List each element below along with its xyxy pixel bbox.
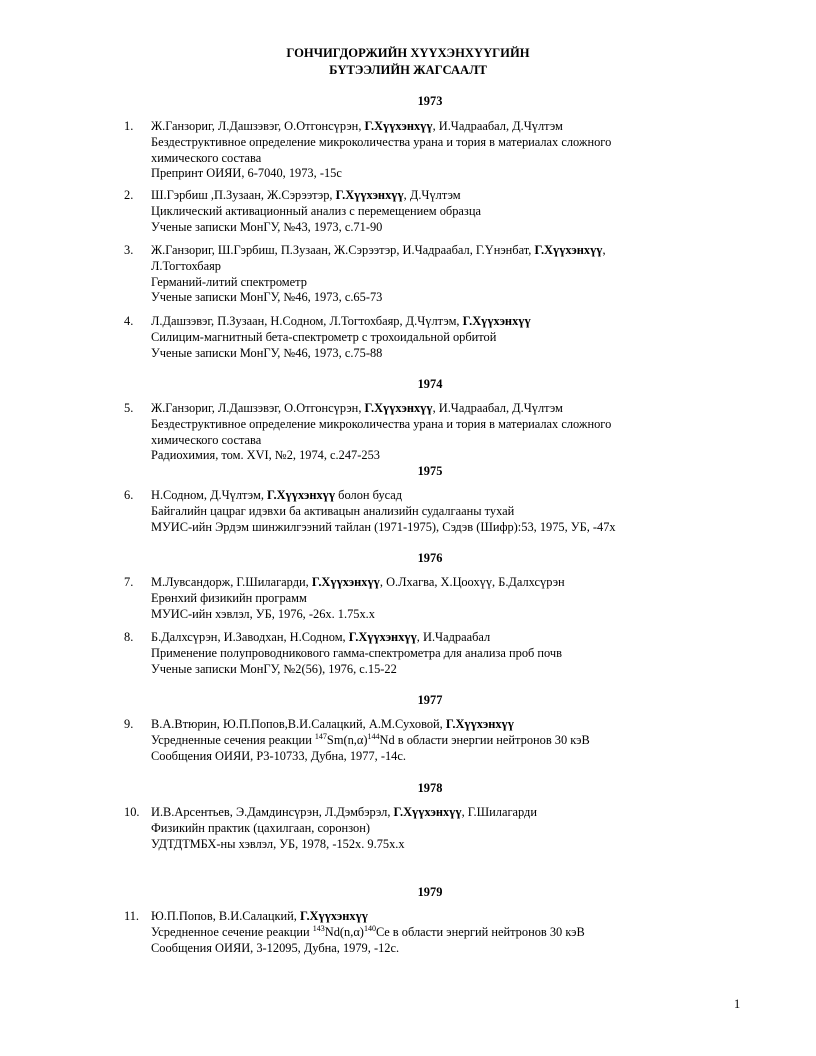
entry-source: Радиохимия, том. XVI, №2, 1974, с.247-253 [151, 448, 380, 463]
entry-source: Сообщения ОИЯИ, 3-12095, Дубна, 1979, -12с. [151, 940, 400, 955]
highlighted-author: Г.Хүүхэнхүү [364, 119, 433, 133]
entry-title: Усредненное сечение реакции $^{143}Nd(n,\alpha)^{140}Ce$ в области энергий нейтронов 30 кэВ [151, 923, 585, 939]
entry-number: 8. [124, 630, 134, 644]
entry-number: 1. [124, 119, 134, 133]
entry-title: Байгалийн цацраг идэвхи ба активацын анализийн судалгааны тухай [151, 503, 515, 518]
entry-authors: Н.Содном, Д.Чүлтэм, Г.Хүүхэнхүү болон бусад [151, 488, 403, 502]
entry-authors: И.В.Арсентьев, Э.Дамдинсүрэн, Л.Дэмбэрэл, Г.Хүүхэнхүү, Г.Шилагарди [151, 805, 537, 819]
entry-source: Ученые записки МонГУ, №46, 1973, с.75-88 [151, 345, 383, 360]
entry-authors: Ж.Ганзориг, Л.Дашзэвэг, О.Отгонсүрэн, Г.Хүүхэнхүү, И.Чадраабал, Д.Чүлтэм [151, 119, 563, 133]
entry-number: 7. [124, 575, 134, 589]
entry-title: Применение полупроводникового гамма-спектрометра для анализа проб почв [151, 645, 563, 660]
year-heading-1976: 1976 [417, 551, 443, 565]
entry-title: Бездеструктивное определение микроколичества урана и тория в материалах сложного [151, 134, 612, 149]
entry-title: Силицим-магнитный бета-спектрометр с трохоидальной орбитой [151, 329, 497, 344]
year-heading-1974: 1974 [417, 377, 443, 391]
isotope-mass-superscript: 147 [314, 731, 327, 741]
page-number: 1 [734, 997, 741, 1011]
highlighted-author: Г.Хүүхэнхүү [393, 805, 462, 819]
entry-authors: Б.Далхсүрэн, И.Заводхан, Н.Содном, Г.Хүүхэнхүү, И.Чадраабал [151, 630, 491, 644]
entry-authors: Ж.Ганзориг, Л.Дашзэвэг, О.Отгонсүрэн, Г.Хүүхэнхүү, И.Чадраабал, Д.Чүлтэм [151, 401, 563, 415]
title-line-2: БҮТЭЭЛИЙН ЖАГСААЛТ [329, 63, 487, 77]
entry-number: 10. [124, 805, 140, 819]
year-heading-1977: 1977 [417, 693, 443, 707]
year-heading-1973: 1973 [417, 94, 443, 108]
entry-source: Сообщения ОИЯИ, Р3-10733, Дубна, 1977, -14с. [151, 748, 406, 763]
entry-source: Ученые записки МонГУ, №43, 1973, с.71-90 [151, 219, 383, 234]
title-line-1: ГОНЧИГДОРЖИЙН ХҮҮХЭНХҮҮГИЙН [286, 46, 530, 60]
entry-authors: Л.Дашзэвэг, П.Зузаан, Н.Содном, Л.Тогтохбаяр, Д.Чүлтэм, Г.Хүүхэнхүү [151, 314, 531, 328]
highlighted-author: Г.Хүүхэнхүү [335, 188, 404, 202]
entry-title-cont: химического состава [151, 150, 262, 165]
entry-title: Бездеструктивное определение микроколичества урана и тория в материалах сложного [151, 416, 612, 431]
entry-title: Физикийн практик (цахилгаан, соронзон) [151, 820, 370, 835]
entry-number: 4. [124, 314, 134, 328]
entry-title: Циклический активационный анализ с перемещением образца [151, 203, 481, 218]
highlighted-author: Г.Хүүхэнхүү [299, 909, 369, 923]
isotope-mass-superscript: 143 [312, 923, 325, 933]
entry-authors: Ю.П.Попов, В.И.Салацкий, Г.Хүүхэнхүү [151, 909, 369, 923]
highlighted-author: Г.Хүүхэнхүү [364, 401, 433, 415]
year-heading-1979: 1979 [417, 885, 443, 899]
entry-source: УДТДТМБХ-ны хэвлэл, УБ, 1978, -152х. 9.75х.х [151, 836, 405, 851]
entry-number: 5. [124, 401, 134, 415]
entry-number: 6. [124, 488, 134, 502]
page-title [0, 45, 816, 79]
entry-number: 9. [124, 717, 134, 731]
highlighted-author: Г.Хүүхэнхүү [348, 630, 417, 644]
entry-title: Усредненные сечения реакции $^{147}Sm(n,\alpha)^{144}Nd$ в области энергии нейтронов 30 кэВ [151, 731, 590, 747]
entry-source: Ученые записки МонГУ, №2(56), 1976, с.15-22 [151, 661, 397, 676]
entry-authors: Ш.Гэрбиш ,П.Зузаан, Ж.Сэрээтэр, Г.Хүүхэнхүү, Д.Чүлтэм [151, 188, 461, 202]
highlighted-author: Г.Хүүхэнхүү [445, 717, 514, 731]
isotope-mass-superscript: 140 [363, 923, 376, 933]
entry-authors: М.Лувсандорж, Г.Шилагарди, Г.Хүүхэнхүү, О.Лхагва, Х.Цоохүү, Б.Далхсүрэн [151, 575, 565, 589]
entry-authors: Ж.Ганзориг, Ш.Гэрбиш, П.Зузаан, Ж.Сэрээтэр, И.Чадраабал, Г.Үнэнбат, Г.Хүүхэнхүү, [151, 243, 606, 257]
entry-number: 2. [124, 188, 134, 202]
isotope-mass-superscript: 144 [367, 731, 380, 741]
entry-source: МУИС-ийн Эрдэм шинжилгээний тайлан (1971-1975), Сэдэв (Шифр):53, 1975, УБ, -47х [151, 519, 616, 534]
entry-title: Ерөнхий физикийн программ [151, 590, 307, 605]
entry-authors: В.А.Втюрин, Ю.П.Попов,В.И.Салацкий, А.М.Суховой, Г.Хүүхэнхүү [151, 717, 514, 731]
highlighted-author: Г.Хүүхэнхүү [267, 488, 336, 502]
entry-source: МУИС-ийн хэвлэл, УБ, 1976, -26х. 1.75х.х [151, 606, 375, 621]
highlighted-author: Г.Хүүхэнхүү [311, 575, 380, 589]
year-heading-1978: 1978 [417, 781, 443, 795]
entry-source: Ученые записки МонГУ, №46, 1973, с.65-73 [151, 290, 383, 305]
entry-authors-cont: Л.Тогтохбаяр [151, 258, 221, 273]
entry-title-cont: химического состава [151, 432, 262, 447]
highlighted-author: Г.Хүүхэнхүү [534, 243, 603, 257]
entry-title: Германий-литий спектрометр [151, 274, 307, 289]
highlighted-author: Г.Хүүхэнхүү [462, 314, 531, 328]
entry-number: 11. [124, 909, 140, 923]
year-heading-1975: 1975 [417, 464, 443, 478]
entry-number: 3. [124, 243, 134, 257]
entry-source: Препринт ОИЯИ, 6-7040, 1973, -15с [151, 166, 342, 181]
